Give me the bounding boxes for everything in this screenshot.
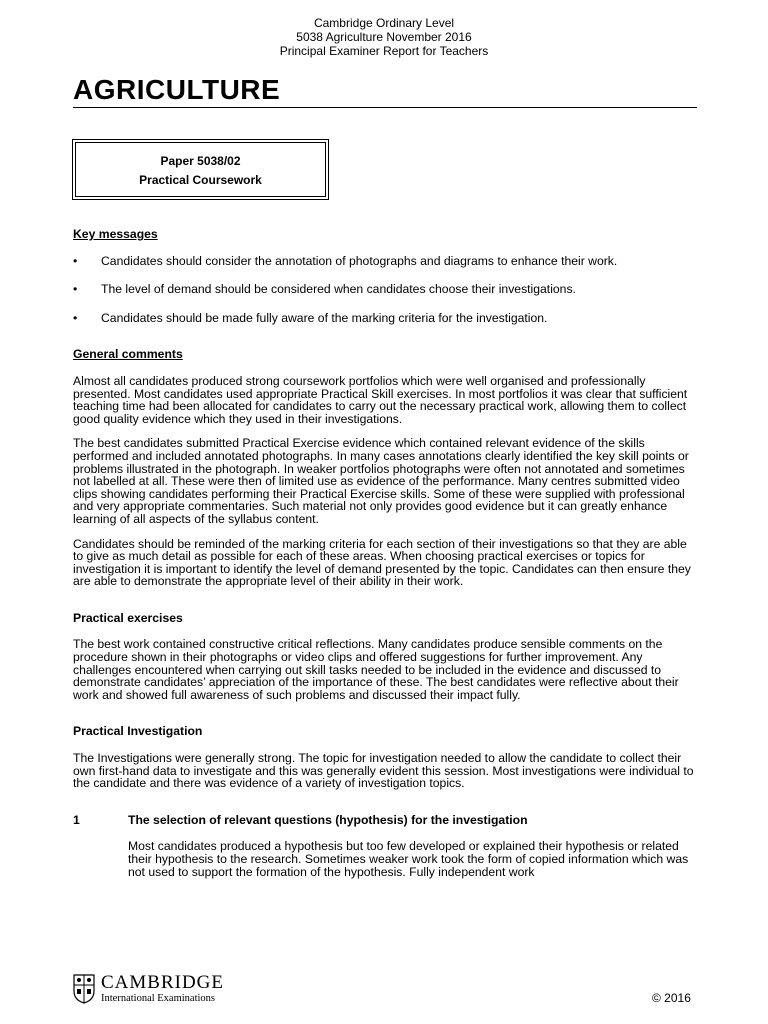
key-messages-heading: Key messages	[73, 227, 158, 241]
general-comments-heading: General comments	[73, 347, 183, 362]
practical-exercises-paragraph: The best work contained constructive critical reflections. Many candidates produce sensible comments on the procedure shown in their photographs or video clips and offered suggestions for further improvement. Any challenges encountered when carrying out skill tasks needed to be included in the evidence and discussed to demonstrate candidates’ appreciation of the importance of these. The best candidates were reflective about their work and showed full awareness of such problems and discussed their impact fully.	[73, 637, 679, 702]
general-comments-paragraph: The best candidates submitted Practical Exercise evidence which contained relevant evidence of the skills performed and included annotated photographs. In many cases annotations clearly identified the key skill points or problems illustrated in the photograph. In weaker portfolios photographs were often not annotated and sometimes not labelled at all. These were then of limited use as evidence of the performance. Many centres submitted video clips showing candidates performing their Practical Exercise skills. Some of these were supplied with professional and very appropriate commentaries. Such material not only provides good evidence but it can greatly enhance learning of all aspects of the syllabus content.	[73, 436, 689, 526]
paper-box	[72, 139, 329, 200]
practical-investigation-paragraph: The Investigations were generally strong. The topic for investigation needed to allow the candidate to collect their own first-hand data to investigate and this was generally evident this session. Most investigations were individual to the candidate and there was evidence of a variety of investigation topics.	[73, 751, 694, 791]
section-1-heading	[73, 814, 698, 827]
section-1-paragraph: Most candidates produced a hypothesis but too few developed or explained their hypothesis or related their hypothesis to the research. Sometimes weaker work took the form of copied information which was not used to support the formation of the hypothesis. Fully independent work	[128, 839, 689, 879]
header-line-2: 5038 Agriculture November 2016	[296, 30, 472, 44]
page-header	[0, 16, 768, 58]
section-title: The selection of relevant questions (hypothesis) for the investigation	[128, 812, 528, 827]
paper-number: Paper 5038/02	[160, 154, 241, 168]
page-title: AGRICULTURE	[73, 74, 281, 105]
spacer	[73, 802, 698, 814]
logo-main-text: CAMBRIDGE	[101, 972, 225, 993]
cambridge-logo	[73, 973, 224, 1005]
report-body	[73, 228, 698, 878]
paper-subtitle: Practical Coursework	[139, 173, 262, 187]
key-message-item: • Candidates should consider the annotation of photographs and diagrams to enhance their work.	[73, 255, 698, 268]
title-rule	[73, 107, 697, 108]
key-message-item: • The level of demand should be considered when candidates choose their investigations.	[73, 283, 698, 296]
key-messages-list	[73, 255, 698, 325]
header-line-1: Cambridge Ordinary Level	[313, 16, 455, 30]
practical-investigation-heading: Practical Investigation	[73, 724, 203, 739]
crest-icon	[73, 974, 95, 1004]
section-number: 1	[73, 812, 80, 827]
paper-box-inner	[75, 142, 326, 197]
practical-exercises-heading: Practical exercises	[73, 610, 183, 625]
general-comments-paragraph: Almost all candidates produced strong coursework portfolios which were well organised and professionally presented. Most candidates used appropriate Practical Skill exercises. In most portfolios it was clear that sufficient teaching time had been allocated for candidates to carry out the necessary practical work, allowing them to collect good quality evidence which they used in their investigations.	[73, 373, 688, 426]
key-message-item: • Candidates should be made fully aware of the marking criteria for the investigation.	[73, 312, 698, 325]
general-comments-paragraph: Candidates should be reminded of the marking criteria for each section of their investigations so that they are able to give as much detail as possible for each of these areas. When choosing practical exercises or topics for investigation it is important to identify the level of demand presented by the topic. Candidates can then ensure they are able to demonstrate the appropriate level of their ability in their work.	[73, 536, 691, 589]
copyright: © 2016	[652, 991, 691, 1005]
header-line-3: Principal Examiner Report for Teachers	[279, 44, 489, 58]
logo-sub-text: International Examinations	[101, 993, 216, 1004]
